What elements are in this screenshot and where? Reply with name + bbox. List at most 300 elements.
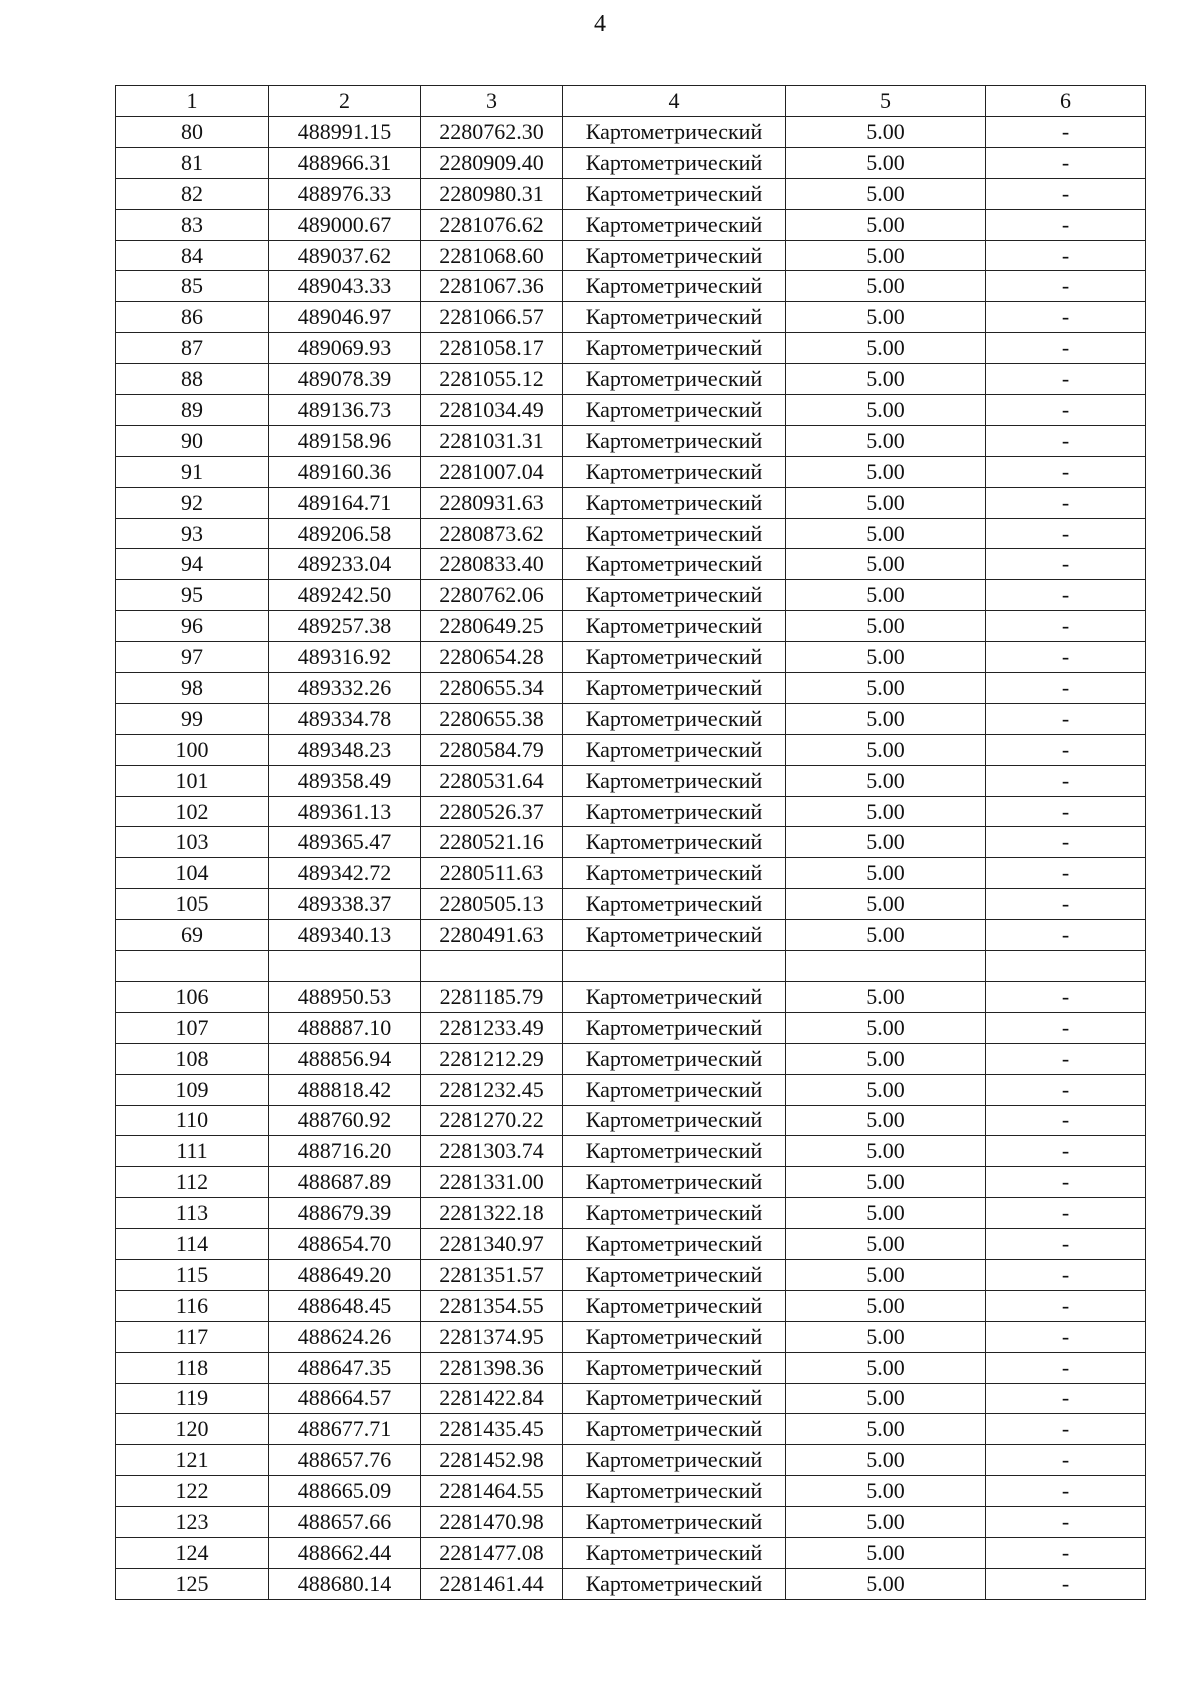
method-cell [563,951,786,982]
header-cell-2: 2 [269,86,421,117]
method-cell: Картометрический [563,827,786,858]
point-number-cell: 89 [116,395,269,426]
point-number-cell: 120 [116,1414,269,1445]
y-coordinate-cell: 2281470.98 [421,1507,563,1538]
accuracy-cell: 5.00 [786,703,986,734]
point-number-cell: 97 [116,642,269,673]
description-cell: - [986,456,1146,487]
x-coordinate-cell: 488648.45 [269,1290,421,1321]
x-coordinate-cell: 488680.14 [269,1568,421,1599]
method-cell: Картометрический [563,1229,786,1260]
accuracy-cell: 5.00 [786,1383,986,1414]
header-cell-5: 5 [786,86,986,117]
method-cell: Картометрический [563,765,786,796]
table-row [116,271,1146,302]
table-row [116,734,1146,765]
description-cell: - [986,1229,1146,1260]
y-coordinate-cell: 2280649.25 [421,611,563,642]
table-row [116,1352,1146,1383]
accuracy-cell: 5.00 [786,487,986,518]
accuracy-cell: 5.00 [786,1074,986,1105]
x-coordinate-cell: 489043.33 [269,271,421,302]
method-cell: Картометрический [563,1259,786,1290]
header-cell-1: 1 [116,86,269,117]
accuracy-cell: 5.00 [786,827,986,858]
description-cell: - [986,1537,1146,1568]
x-coordinate-cell: 488654.70 [269,1229,421,1260]
y-coordinate-cell: 2281066.57 [421,302,563,333]
point-number-cell: 122 [116,1476,269,1507]
point-number-cell: 88 [116,364,269,395]
y-coordinate-cell: 2280531.64 [421,765,563,796]
y-coordinate-cell: 2281340.97 [421,1229,563,1260]
point-number-cell: 99 [116,703,269,734]
table-row [116,302,1146,333]
accuracy-cell: 5.00 [786,981,986,1012]
method-cell: Картометрический [563,703,786,734]
y-coordinate-cell: 2280980.31 [421,178,563,209]
table-row [116,580,1146,611]
header-cell-4: 4 [563,86,786,117]
table-row [116,240,1146,271]
table-header-row [116,86,1146,117]
method-cell: Картометрический [563,271,786,302]
accuracy-cell: 5.00 [786,271,986,302]
method-cell: Картометрический [563,1352,786,1383]
description-cell: - [986,796,1146,827]
description-cell: - [986,1136,1146,1167]
point-number-cell: 104 [116,858,269,889]
y-coordinate-cell: 2281322.18 [421,1198,563,1229]
x-coordinate-cell: 488679.39 [269,1198,421,1229]
point-number-cell: 116 [116,1290,269,1321]
table-row [116,703,1146,734]
y-coordinate-cell: 2280762.06 [421,580,563,611]
description-cell: - [986,1290,1146,1321]
table-row [116,487,1146,518]
y-coordinate-cell: 2280654.28 [421,642,563,673]
accuracy-cell: 5.00 [786,642,986,673]
table-row [116,827,1146,858]
method-cell: Картометрический [563,1043,786,1074]
accuracy-cell: 5.00 [786,425,986,456]
y-coordinate-cell: 2280909.40 [421,147,563,178]
point-number-cell: 113 [116,1198,269,1229]
method-cell: Картометрический [563,734,786,765]
accuracy-cell: 5.00 [786,920,986,951]
table-row [116,549,1146,580]
y-coordinate-cell [421,951,563,982]
y-coordinate-cell: 2280491.63 [421,920,563,951]
table-row [116,333,1146,364]
point-number-cell: 121 [116,1445,269,1476]
point-number-cell: 83 [116,209,269,240]
y-coordinate-cell: 2281351.57 [421,1259,563,1290]
y-coordinate-cell: 2281331.00 [421,1167,563,1198]
accuracy-cell: 5.00 [786,1167,986,1198]
x-coordinate-cell [269,951,421,982]
y-coordinate-cell: 2281007.04 [421,456,563,487]
accuracy-cell: 5.00 [786,549,986,580]
header-cell-3: 3 [421,86,563,117]
accuracy-cell: 5.00 [786,1105,986,1136]
method-cell: Картометрический [563,611,786,642]
table-row [116,611,1146,642]
description-cell: - [986,1476,1146,1507]
point-number-cell: 80 [116,117,269,148]
description-cell: - [986,1198,1146,1229]
y-coordinate-cell: 2281354.55 [421,1290,563,1321]
table-row [116,1445,1146,1476]
y-coordinate-cell: 2281452.98 [421,1445,563,1476]
x-coordinate-cell: 489257.38 [269,611,421,642]
table-row [116,765,1146,796]
table-row [116,1198,1146,1229]
table-row [116,1167,1146,1198]
y-coordinate-cell: 2281068.60 [421,240,563,271]
x-coordinate-cell: 489000.67 [269,209,421,240]
x-coordinate-cell: 489340.13 [269,920,421,951]
method-cell: Картометрический [563,240,786,271]
point-number-cell: 84 [116,240,269,271]
description-cell: - [986,240,1146,271]
x-coordinate-cell: 489206.58 [269,518,421,549]
table-row [116,1414,1146,1445]
y-coordinate-cell: 2281464.55 [421,1476,563,1507]
x-coordinate-cell: 488665.09 [269,1476,421,1507]
method-cell: Картометрический [563,1290,786,1321]
description-cell: - [986,920,1146,951]
table-row [116,1229,1146,1260]
accuracy-cell: 5.00 [786,147,986,178]
description-cell: - [986,734,1146,765]
method-cell: Картометрический [563,981,786,1012]
x-coordinate-cell: 488649.20 [269,1259,421,1290]
point-number-cell: 90 [116,425,269,456]
accuracy-cell: 5.00 [786,858,986,889]
y-coordinate-cell: 2281461.44 [421,1568,563,1599]
accuracy-cell: 5.00 [786,1507,986,1538]
method-cell: Картометрический [563,178,786,209]
point-number-cell: 93 [116,518,269,549]
y-coordinate-cell: 2281034.49 [421,395,563,426]
point-number-cell: 95 [116,580,269,611]
x-coordinate-cell: 488657.76 [269,1445,421,1476]
x-coordinate-cell: 489136.73 [269,395,421,426]
method-cell: Картометрический [563,858,786,889]
table-row [116,981,1146,1012]
x-coordinate-cell: 488677.71 [269,1414,421,1445]
description-cell: - [986,518,1146,549]
description-cell: - [986,1321,1146,1352]
table-row [116,178,1146,209]
x-coordinate-cell: 488716.20 [269,1136,421,1167]
accuracy-cell: 5.00 [786,1568,986,1599]
method-cell: Картометрический [563,395,786,426]
x-coordinate-cell: 489334.78 [269,703,421,734]
table-row [116,1290,1146,1321]
y-coordinate-cell: 2281232.45 [421,1074,563,1105]
page-number: 4 [594,11,606,37]
table-row [116,673,1146,704]
point-number-cell: 115 [116,1259,269,1290]
point-number-cell: 108 [116,1043,269,1074]
method-cell: Картометрический [563,1476,786,1507]
description-cell: - [986,1445,1146,1476]
method-cell: Картометрический [563,1198,786,1229]
point-number-cell: 92 [116,487,269,518]
point-number-cell: 96 [116,611,269,642]
description-cell: - [986,1414,1146,1445]
accuracy-cell: 5.00 [786,395,986,426]
point-number-cell: 105 [116,889,269,920]
y-coordinate-cell: 2281374.95 [421,1321,563,1352]
x-coordinate-cell: 489164.71 [269,487,421,518]
description-cell: - [986,1259,1146,1290]
accuracy-cell: 5.00 [786,796,986,827]
description-cell: - [986,858,1146,889]
point-number-cell [116,951,269,982]
accuracy-cell: 5.00 [786,1290,986,1321]
x-coordinate-cell: 489233.04 [269,549,421,580]
table-row [116,364,1146,395]
point-number-cell: 82 [116,178,269,209]
table-row [116,858,1146,889]
description-cell: - [986,580,1146,611]
description-cell: - [986,642,1146,673]
x-coordinate-cell: 489361.13 [269,796,421,827]
description-cell: - [986,981,1146,1012]
description-cell: - [986,703,1146,734]
accuracy-cell: 5.00 [786,1476,986,1507]
y-coordinate-cell: 2281435.45 [421,1414,563,1445]
table-row [116,642,1146,673]
x-coordinate-cell: 488950.53 [269,981,421,1012]
description-cell: - [986,1043,1146,1074]
x-coordinate-cell: 488887.10 [269,1012,421,1043]
method-cell: Картометрический [563,147,786,178]
description-cell: - [986,765,1146,796]
point-number-cell: 85 [116,271,269,302]
table-row [116,796,1146,827]
point-number-cell: 101 [116,765,269,796]
table-row [116,1105,1146,1136]
x-coordinate-cell: 488664.57 [269,1383,421,1414]
table-row [116,395,1146,426]
description-cell: - [986,1568,1146,1599]
y-coordinate-cell: 2280833.40 [421,549,563,580]
method-cell: Картометрический [563,518,786,549]
accuracy-cell: 5.00 [786,1012,986,1043]
x-coordinate-cell: 489069.93 [269,333,421,364]
table-row [116,456,1146,487]
accuracy-cell: 5.00 [786,364,986,395]
accuracy-cell: 5.00 [786,1198,986,1229]
table-row [116,1476,1146,1507]
accuracy-cell: 5.00 [786,518,986,549]
accuracy-cell: 5.00 [786,209,986,240]
accuracy-cell: 5.00 [786,302,986,333]
y-coordinate-cell: 2281212.29 [421,1043,563,1074]
y-coordinate-cell: 2280655.38 [421,703,563,734]
description-cell: - [986,1507,1146,1538]
y-coordinate-cell: 2280931.63 [421,487,563,518]
x-coordinate-cell: 488647.35 [269,1352,421,1383]
method-cell: Картометрический [563,1074,786,1105]
method-cell: Картометрический [563,1537,786,1568]
point-number-cell: 125 [116,1568,269,1599]
accuracy-cell: 5.00 [786,734,986,765]
accuracy-cell: 5.00 [786,240,986,271]
y-coordinate-cell: 2281067.36 [421,271,563,302]
point-number-cell: 91 [116,456,269,487]
table-row [116,1074,1146,1105]
method-cell: Картометрический [563,642,786,673]
description-cell: - [986,147,1146,178]
x-coordinate-cell: 489338.37 [269,889,421,920]
description-cell [986,951,1146,982]
method-cell: Картометрический [563,209,786,240]
y-coordinate-cell: 2281270.22 [421,1105,563,1136]
x-coordinate-cell: 489046.97 [269,302,421,333]
description-cell: - [986,1012,1146,1043]
description-cell: - [986,302,1146,333]
description-cell: - [986,889,1146,920]
description-cell: - [986,1105,1146,1136]
table-row [116,117,1146,148]
description-cell: - [986,425,1146,456]
point-number-cell: 111 [116,1136,269,1167]
table-row [116,1043,1146,1074]
point-number-cell: 107 [116,1012,269,1043]
point-number-cell: 81 [116,147,269,178]
accuracy-cell: 5.00 [786,1414,986,1445]
table-row [116,1383,1146,1414]
accuracy-cell: 5.00 [786,117,986,148]
y-coordinate-cell: 2280762.30 [421,117,563,148]
description-cell: - [986,333,1146,364]
point-number-cell: 87 [116,333,269,364]
description-cell: - [986,271,1146,302]
method-cell: Картометрический [563,920,786,951]
method-cell: Картометрический [563,1568,786,1599]
method-cell: Картометрический [563,1507,786,1538]
accuracy-cell: 5.00 [786,1445,986,1476]
table-row [116,1568,1146,1599]
x-coordinate-cell: 489365.47 [269,827,421,858]
y-coordinate-cell: 2280584.79 [421,734,563,765]
x-coordinate-cell: 489316.92 [269,642,421,673]
point-number-cell: 124 [116,1537,269,1568]
y-coordinate-cell: 2280873.62 [421,518,563,549]
coordinates-table [115,85,1146,1600]
accuracy-cell: 5.00 [786,1259,986,1290]
x-coordinate-cell: 488687.89 [269,1167,421,1198]
accuracy-cell [786,951,986,982]
point-number-cell: 118 [116,1352,269,1383]
y-coordinate-cell: 2281398.36 [421,1352,563,1383]
table-row [116,1259,1146,1290]
x-coordinate-cell: 488760.92 [269,1105,421,1136]
y-coordinate-cell: 2281422.84 [421,1383,563,1414]
y-coordinate-cell: 2281477.08 [421,1537,563,1568]
description-cell: - [986,178,1146,209]
method-cell: Картометрический [563,117,786,148]
point-number-cell: 94 [116,549,269,580]
y-coordinate-cell: 2280655.34 [421,673,563,704]
accuracy-cell: 5.00 [786,765,986,796]
table-row [116,951,1146,982]
x-coordinate-cell: 488662.44 [269,1537,421,1568]
point-number-cell: 114 [116,1229,269,1260]
description-cell: - [986,364,1146,395]
y-coordinate-cell: 2281233.49 [421,1012,563,1043]
method-cell: Картометрический [563,302,786,333]
point-number-cell: 119 [116,1383,269,1414]
description-cell: - [986,395,1146,426]
point-number-cell: 112 [116,1167,269,1198]
accuracy-cell: 5.00 [786,673,986,704]
description-cell: - [986,827,1146,858]
x-coordinate-cell: 488624.26 [269,1321,421,1352]
table-row [116,209,1146,240]
point-number-cell: 102 [116,796,269,827]
method-cell: Картометрический [563,1321,786,1352]
description-cell: - [986,487,1146,518]
x-coordinate-cell: 488818.42 [269,1074,421,1105]
table-row [116,147,1146,178]
y-coordinate-cell: 2281303.74 [421,1136,563,1167]
x-coordinate-cell: 489037.62 [269,240,421,271]
accuracy-cell: 5.00 [786,1136,986,1167]
point-number-cell: 123 [116,1507,269,1538]
description-cell: - [986,1167,1146,1198]
y-coordinate-cell: 2280526.37 [421,796,563,827]
y-coordinate-cell: 2281058.17 [421,333,563,364]
accuracy-cell: 5.00 [786,580,986,611]
method-cell: Картометрический [563,673,786,704]
y-coordinate-cell: 2281185.79 [421,981,563,1012]
method-cell: Картометрический [563,364,786,395]
point-number-cell: 69 [116,920,269,951]
x-coordinate-cell: 489160.36 [269,456,421,487]
table-row [116,889,1146,920]
description-cell: - [986,549,1146,580]
point-number-cell: 103 [116,827,269,858]
y-coordinate-cell: 2281076.62 [421,209,563,240]
method-cell: Картометрический [563,456,786,487]
method-cell: Картометрический [563,1105,786,1136]
description-cell: - [986,1074,1146,1105]
point-number-cell: 109 [116,1074,269,1105]
table-row [116,425,1146,456]
method-cell: Картометрический [563,889,786,920]
table-row [116,1136,1146,1167]
x-coordinate-cell: 489358.49 [269,765,421,796]
method-cell: Картометрический [563,1167,786,1198]
point-number-cell: 86 [116,302,269,333]
x-coordinate-cell: 488966.31 [269,147,421,178]
accuracy-cell: 5.00 [786,1352,986,1383]
method-cell: Картометрический [563,487,786,518]
accuracy-cell: 5.00 [786,889,986,920]
method-cell: Картометрический [563,1445,786,1476]
description-cell: - [986,611,1146,642]
table-row [116,1507,1146,1538]
x-coordinate-cell: 489342.72 [269,858,421,889]
description-cell: - [986,1352,1146,1383]
point-number-cell: 98 [116,673,269,704]
